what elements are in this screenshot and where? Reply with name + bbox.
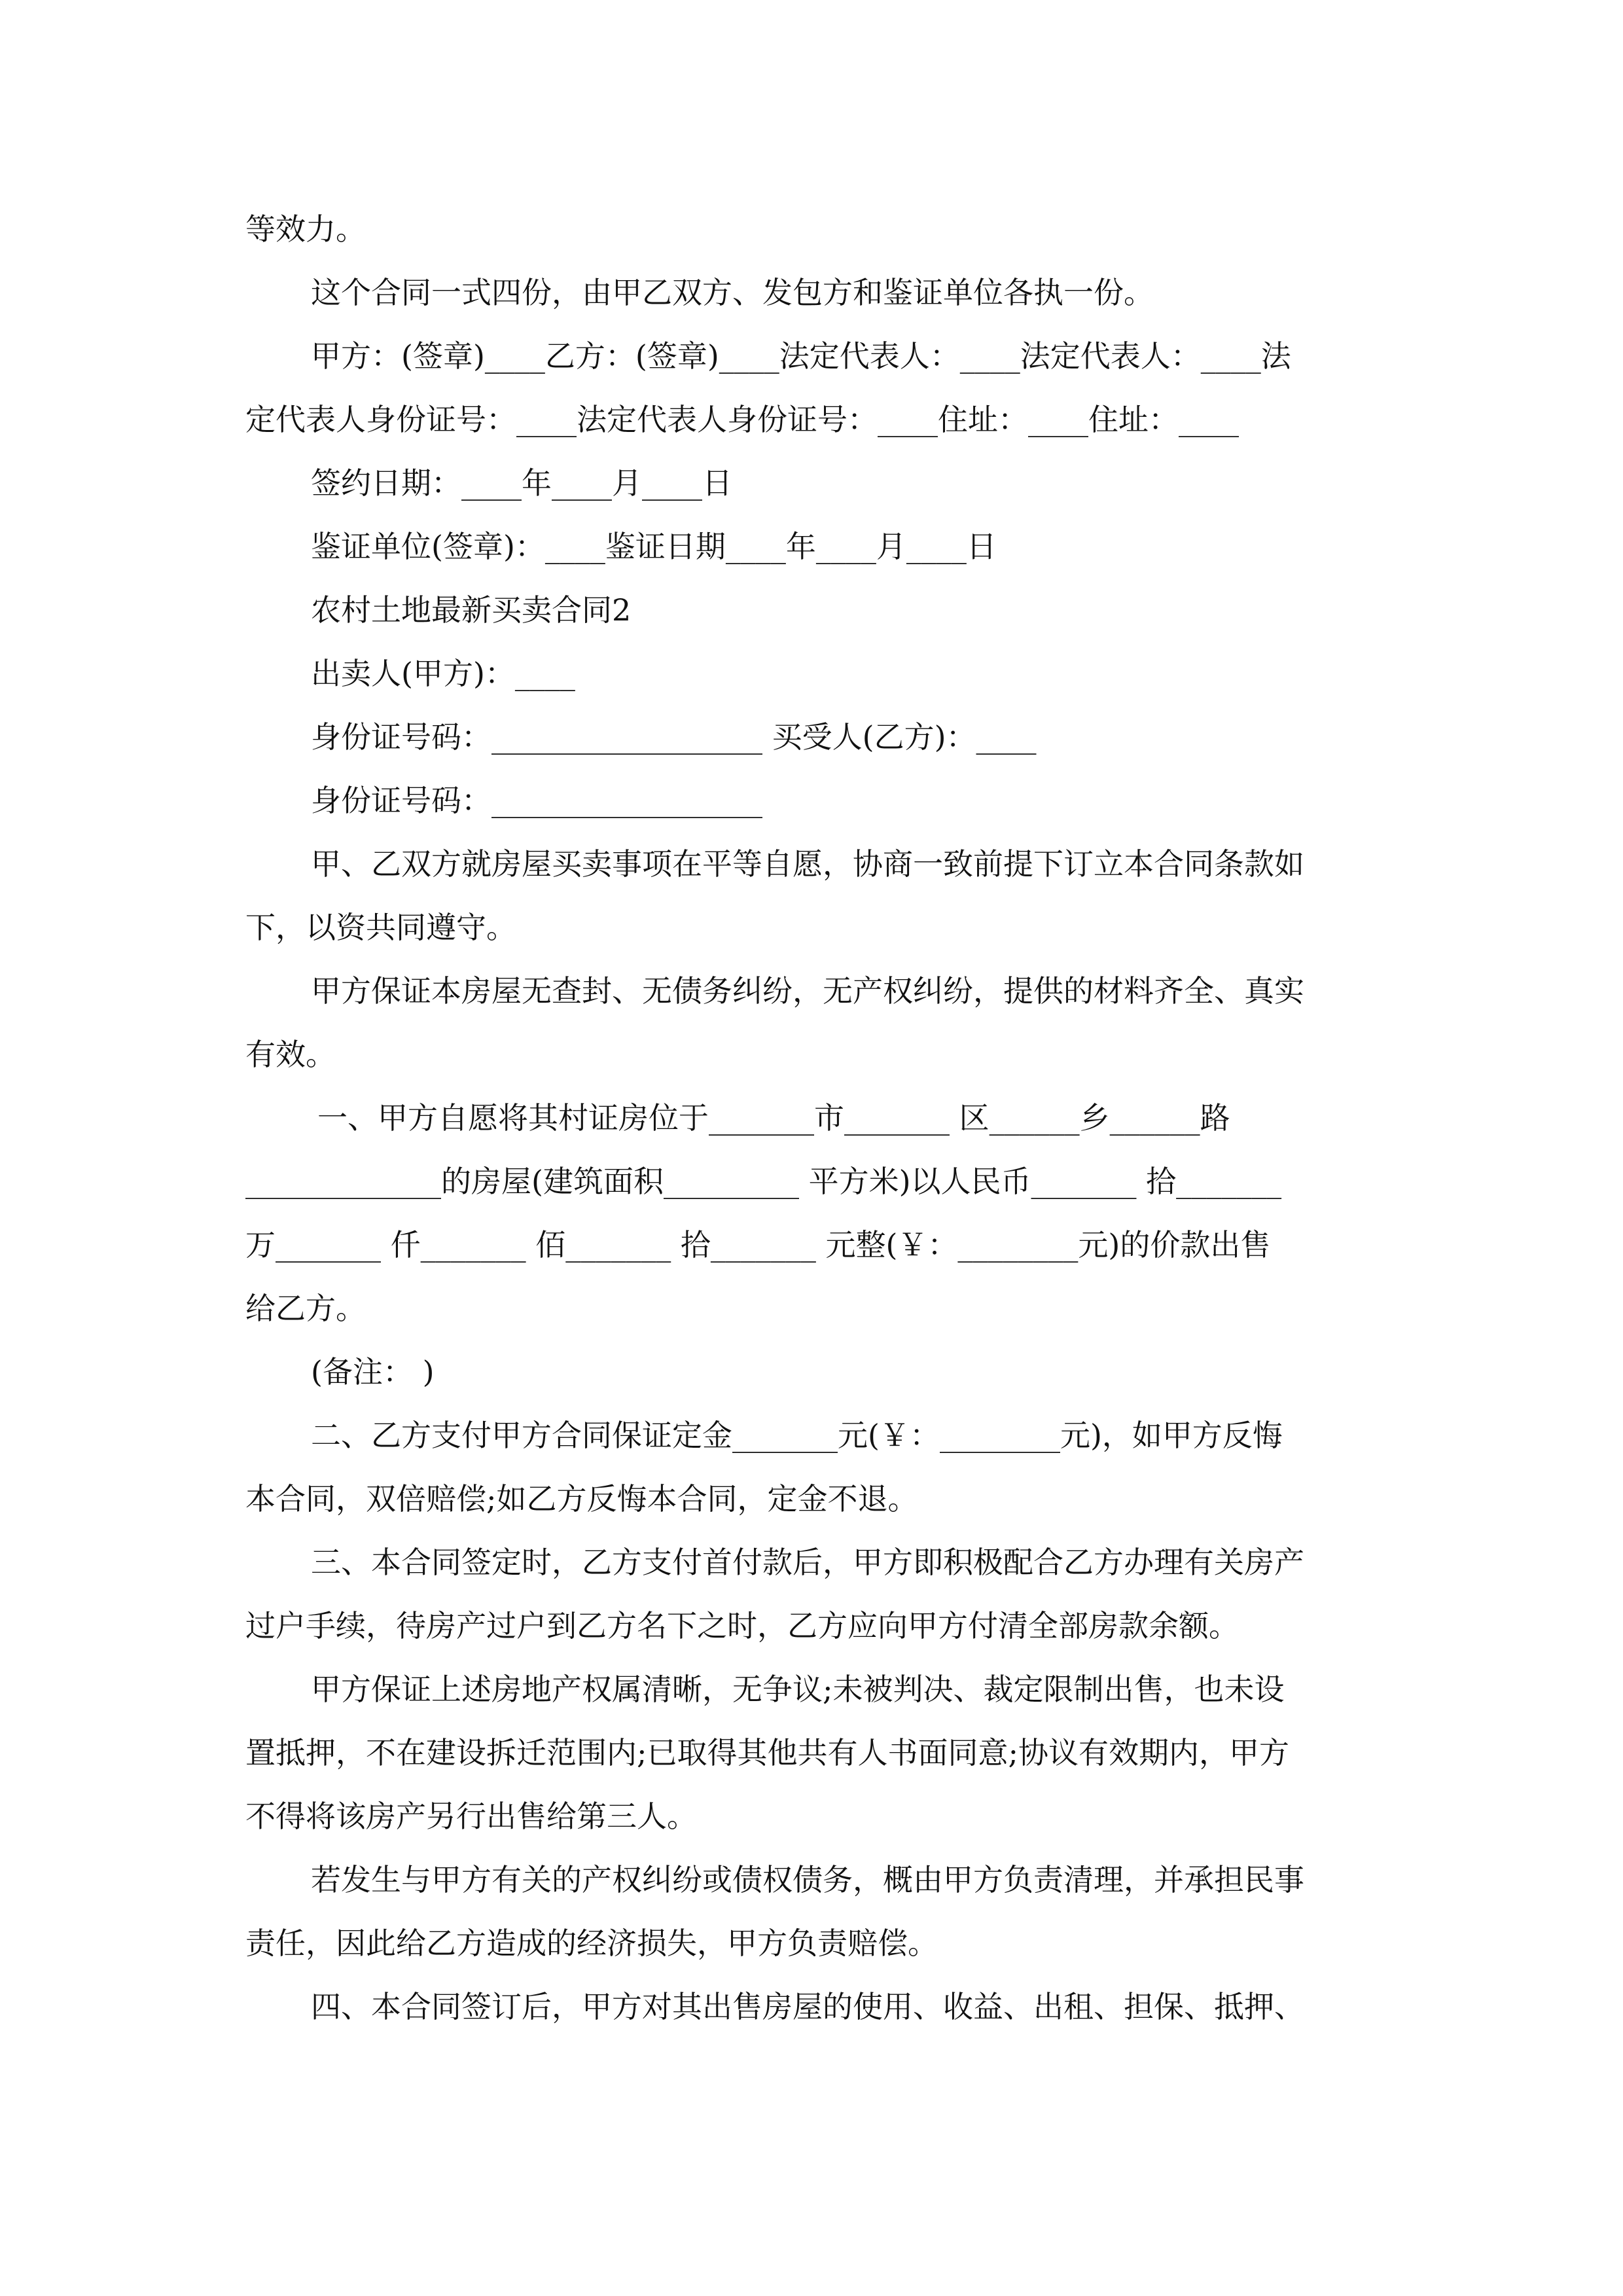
- section-heading: 农村土地最新买卖合同2: [311, 592, 632, 628]
- text-line: 定代表人身份证号：____法定代表人身份证号：____住址：____住址：____: [245, 402, 1239, 437]
- text-line: 签约日期：____年____月____日: [311, 465, 732, 501]
- text-line: 下，以资共同遵守。: [245, 910, 516, 945]
- text-line: 甲方保证上述房地产权属清晰，无争议;未被判决、裁定限制出售，也未设: [311, 1672, 1285, 1707]
- text-line: 三、本合同签定时，乙方支付首付款后，甲方即积极配合乙方办理有关房产: [311, 1545, 1304, 1580]
- text-line: 出卖人(甲方)：____: [311, 656, 575, 691]
- text-line: 不得将该房产另行出售给第三人。: [245, 1799, 697, 1834]
- text-line: 过户手续，待房产过户到乙方名下之时，乙方应向甲方付清全部房款余额。: [245, 1608, 1239, 1643]
- text-line: 四、本合同签订后，甲方对其出售房屋的使用、收益、出租、担保、抵押、: [311, 1989, 1304, 2024]
- text-line: _____________的房屋(建筑面积_________ 平方米)以人民币_______ 拾_______: [245, 1164, 1282, 1199]
- text-line: 本合同，双倍赔偿;如乙方反悔本合同，定金不退。: [245, 1481, 918, 1516]
- text-line: 等效力。: [245, 211, 366, 247]
- text-line: 有效。: [245, 1037, 336, 1072]
- text-line: 一、甲方自愿将其村证房位于_______市_______ 区______乡______路: [317, 1100, 1230, 1136]
- text-line: 责任，因此给乙方造成的经济损失，甲方负责赔偿。: [245, 1926, 938, 1961]
- text-line: 二、乙方支付甲方合同保证定金_______元(￥：________元)，如甲方反悔: [311, 1418, 1283, 1453]
- text-line: 身份证号码：__________________: [311, 783, 762, 818]
- text-line: 若发生与甲方有关的产权纠纷或债权债务，概由甲方负责清理，并承担民事: [311, 1862, 1304, 1897]
- text-line: 甲方：(签章)____乙方：(签章)____法定代表人：____法定代表人：____法: [311, 338, 1291, 374]
- text-line: 甲方保证本房屋无查封、无债务纠纷，无产权纠纷，提供的材料齐全、真实: [311, 973, 1304, 1009]
- text-line: 身份证号码：__________________ 买受人(乙方)：____: [311, 719, 1037, 755]
- text-line: 鉴证单位(签章)：____鉴证日期____年____月____日: [311, 529, 997, 564]
- text-line: 甲、乙双方就房屋买卖事项在平等自愿，协商一致前提下订立本合同条款如: [311, 846, 1304, 882]
- text-line: (备注： ): [311, 1354, 435, 1390]
- text-line: 这个合同一式四份，由甲乙双方、发包方和鉴证单位各执一份。: [311, 275, 1154, 310]
- text-line: 置抵押，不在建设拆迁范围内;已取得其他共有人书面同意;协议有效期内，甲方: [245, 1735, 1289, 1770]
- text-line: 万_______ 仟_______ 佰_______ 拾_______ 元整(￥：________元)的价款出售: [245, 1227, 1271, 1263]
- text-line: 给乙方。: [245, 1291, 366, 1326]
